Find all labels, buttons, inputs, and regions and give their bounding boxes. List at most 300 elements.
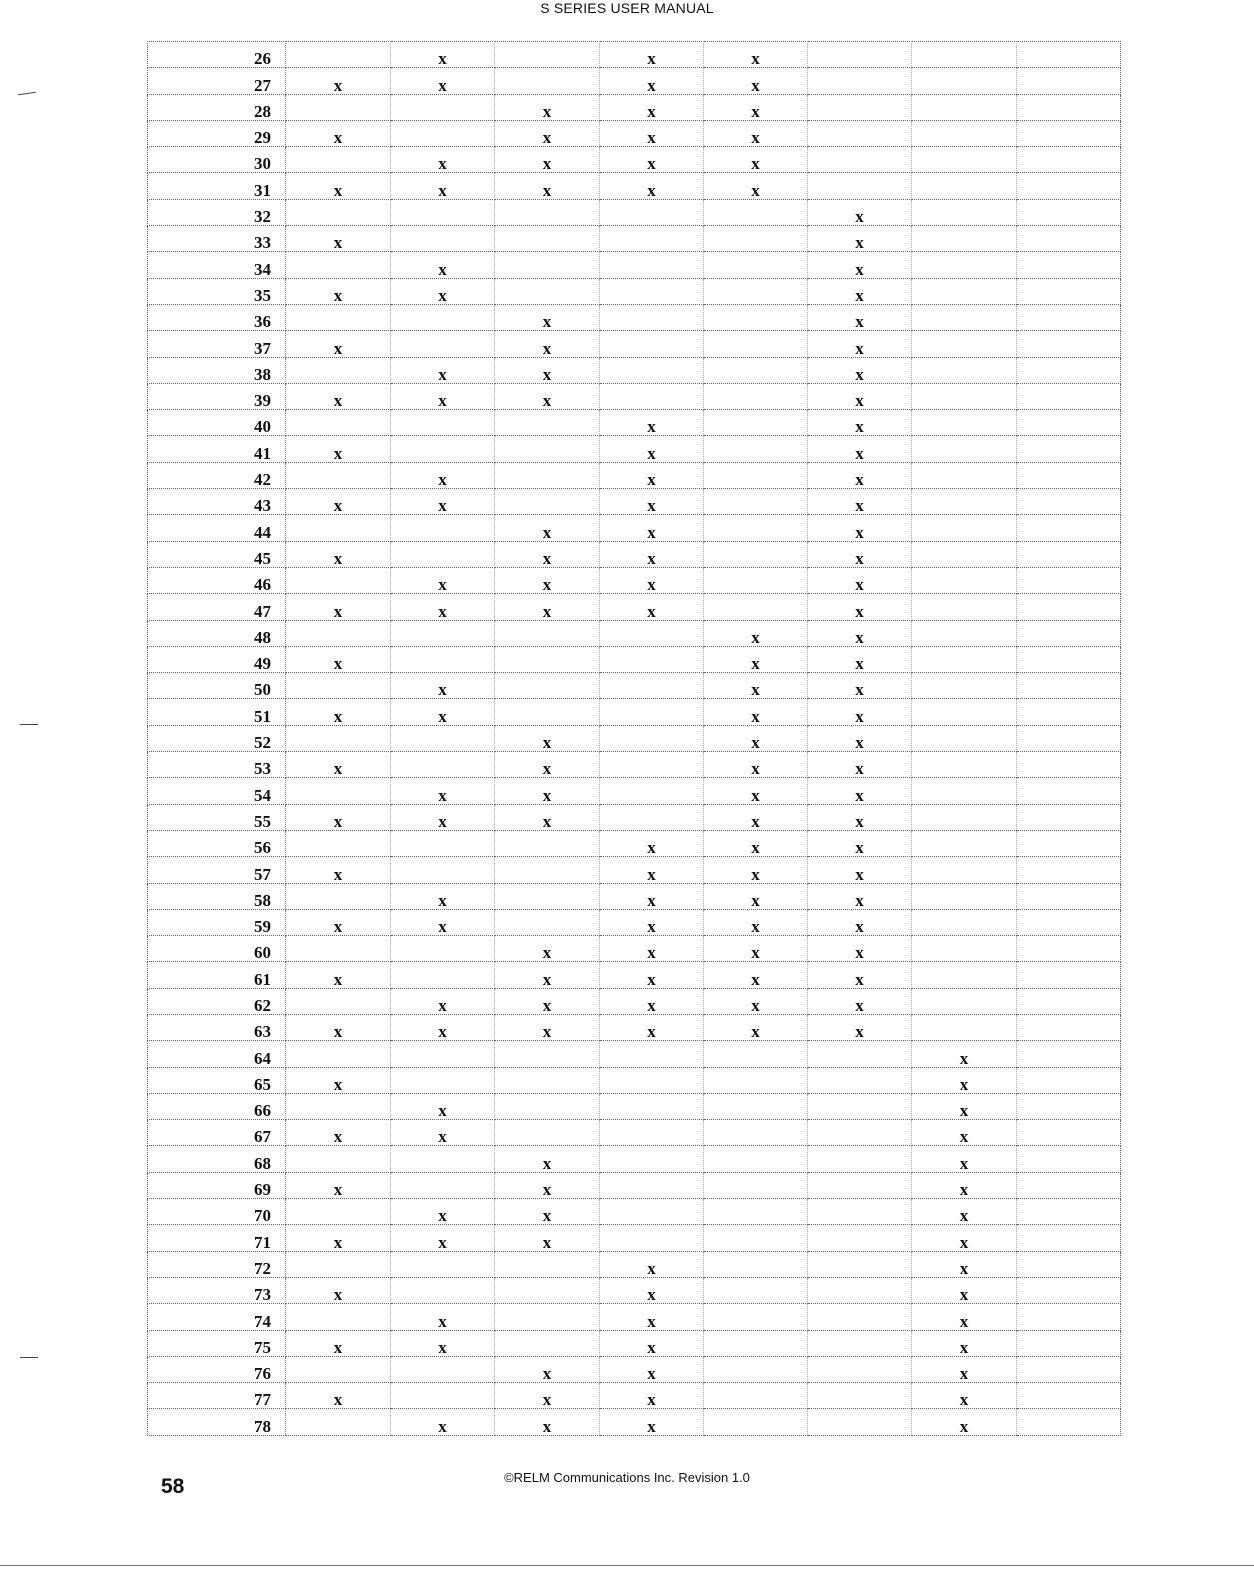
row-number: 55	[148, 804, 286, 830]
mark-cell: x	[495, 1356, 600, 1382]
mark-cell: x	[600, 1409, 704, 1435]
mark-cell	[495, 1251, 600, 1277]
mark-cell: x	[495, 1199, 600, 1225]
mark-cell: x	[912, 1356, 1017, 1382]
row-number: 35	[148, 278, 286, 304]
mark-cell	[1017, 1304, 1121, 1330]
mark-cell: x	[808, 410, 912, 436]
mark-cell: x	[912, 1067, 1017, 1093]
mark-cell	[600, 357, 704, 383]
row-number: 64	[148, 1041, 286, 1067]
mark-cell	[912, 962, 1017, 988]
mark-cell: x	[391, 1225, 495, 1251]
mark-cell: x	[808, 594, 912, 620]
mark-cell: x	[600, 410, 704, 436]
mark-cell	[1017, 462, 1121, 488]
table-row	[148, 173, 1121, 199]
mark-cell: x	[391, 1199, 495, 1225]
mark-cell	[704, 1409, 808, 1435]
mark-cell	[808, 1304, 912, 1330]
mark-cell	[286, 988, 391, 1014]
mark-cell	[704, 1041, 808, 1067]
mark-cell: x	[495, 1409, 600, 1435]
mark-cell: x	[495, 1014, 600, 1040]
mark-cell	[1017, 278, 1121, 304]
row-number: 51	[148, 699, 286, 725]
table-row	[148, 1014, 1121, 1040]
mark-cell	[600, 383, 704, 409]
mark-cell	[1017, 1277, 1121, 1303]
mark-cell: x	[495, 120, 600, 146]
table-row	[148, 988, 1121, 1014]
mark-cell	[600, 1199, 704, 1225]
mark-cell: x	[391, 699, 495, 725]
mark-cell	[704, 1304, 808, 1330]
mark-cell: x	[391, 489, 495, 515]
mark-cell: x	[600, 94, 704, 120]
row-number: 33	[148, 226, 286, 252]
mark-cell	[600, 673, 704, 699]
row-number: 58	[148, 883, 286, 909]
table-row	[148, 1356, 1121, 1382]
mark-cell: x	[495, 804, 600, 830]
mark-cell: x	[600, 541, 704, 567]
mark-cell	[808, 173, 912, 199]
mark-cell	[1017, 1225, 1121, 1251]
mark-cell	[1017, 1120, 1121, 1146]
mark-cell: x	[286, 646, 391, 672]
mark-cell: x	[704, 883, 808, 909]
mark-cell	[1017, 331, 1121, 357]
mark-cell: x	[600, 1356, 704, 1382]
table-row	[148, 147, 1121, 173]
mark-cell	[286, 410, 391, 436]
mark-cell	[391, 1041, 495, 1067]
mark-cell: x	[808, 541, 912, 567]
mark-cell: x	[286, 383, 391, 409]
table-row	[148, 436, 1121, 462]
row-number: 63	[148, 1014, 286, 1040]
table-row	[148, 1383, 1121, 1409]
mark-cell	[912, 42, 1017, 68]
mark-cell	[391, 94, 495, 120]
mark-cell	[495, 699, 600, 725]
table-row	[148, 541, 1121, 567]
mark-cell: x	[391, 1330, 495, 1356]
mark-cell: x	[391, 173, 495, 199]
mark-cell	[912, 567, 1017, 593]
mark-cell	[808, 1172, 912, 1198]
table-row	[148, 278, 1121, 304]
mark-cell: x	[808, 830, 912, 856]
mark-cell	[704, 1093, 808, 1119]
mark-cell	[600, 1120, 704, 1146]
mark-cell	[495, 436, 600, 462]
mark-cell: x	[704, 699, 808, 725]
mark-cell	[391, 1277, 495, 1303]
mark-cell	[912, 278, 1017, 304]
table-row	[148, 646, 1121, 672]
row-number: 34	[148, 252, 286, 278]
mark-cell: x	[808, 226, 912, 252]
mark-cell	[1017, 1330, 1121, 1356]
mark-cell: x	[391, 883, 495, 909]
mark-cell: x	[286, 489, 391, 515]
mark-cell	[808, 147, 912, 173]
table-row	[148, 1277, 1121, 1303]
mark-cell: x	[808, 857, 912, 883]
mark-cell: x	[391, 909, 495, 935]
mark-cell: x	[912, 1199, 1017, 1225]
mark-cell	[286, 936, 391, 962]
mark-cell: x	[704, 778, 808, 804]
mark-cell	[912, 147, 1017, 173]
mark-cell	[391, 304, 495, 330]
table-row	[148, 357, 1121, 383]
row-number: 72	[148, 1251, 286, 1277]
mark-cell	[600, 1146, 704, 1172]
mark-cell: x	[600, 962, 704, 988]
mark-cell	[704, 1251, 808, 1277]
mark-cell: x	[600, 1014, 704, 1040]
mark-cell: x	[808, 962, 912, 988]
mark-cell: x	[391, 988, 495, 1014]
row-number: 49	[148, 646, 286, 672]
mark-cell	[495, 252, 600, 278]
mark-cell	[600, 199, 704, 225]
mark-cell: x	[912, 1409, 1017, 1435]
mark-cell: x	[495, 541, 600, 567]
mark-cell	[391, 1067, 495, 1093]
mark-cell: x	[391, 462, 495, 488]
mark-cell: x	[495, 357, 600, 383]
mark-cell: x	[808, 1014, 912, 1040]
mark-cell	[704, 1225, 808, 1251]
mark-cell	[495, 199, 600, 225]
mark-cell	[912, 462, 1017, 488]
mark-cell: x	[600, 147, 704, 173]
row-number: 39	[148, 383, 286, 409]
mark-cell	[391, 541, 495, 567]
mark-cell	[286, 1409, 391, 1435]
table-row	[148, 1251, 1121, 1277]
row-number: 61	[148, 962, 286, 988]
mark-cell	[704, 331, 808, 357]
mark-cell	[1017, 436, 1121, 462]
mark-cell	[704, 567, 808, 593]
mark-cell	[286, 1304, 391, 1330]
mark-cell: x	[808, 357, 912, 383]
row-number: 40	[148, 410, 286, 436]
mark-cell	[495, 883, 600, 909]
mark-cell	[1017, 1146, 1121, 1172]
mark-cell	[1017, 909, 1121, 935]
mark-cell	[912, 699, 1017, 725]
mark-cell	[391, 962, 495, 988]
mark-cell: x	[495, 304, 600, 330]
table-row	[148, 620, 1121, 646]
mark-cell: x	[600, 1383, 704, 1409]
mark-cell: x	[808, 909, 912, 935]
mark-cell	[912, 778, 1017, 804]
bit-pattern-table	[147, 41, 1121, 1436]
mark-cell	[704, 1120, 808, 1146]
table-row	[148, 1199, 1121, 1225]
mark-cell	[495, 830, 600, 856]
mark-cell: x	[286, 1383, 391, 1409]
mark-cell	[495, 1041, 600, 1067]
mark-cell: x	[912, 1093, 1017, 1119]
mark-cell	[912, 646, 1017, 672]
mark-cell	[912, 883, 1017, 909]
mark-cell	[1017, 515, 1121, 541]
mark-cell	[808, 1251, 912, 1277]
mark-cell: x	[286, 1330, 391, 1356]
table-row	[148, 962, 1121, 988]
mark-cell: x	[391, 594, 495, 620]
mark-cell	[1017, 252, 1121, 278]
mark-cell: x	[286, 1277, 391, 1303]
mark-cell	[495, 410, 600, 436]
mark-cell: x	[704, 752, 808, 778]
mark-cell	[912, 173, 1017, 199]
mark-cell: x	[808, 436, 912, 462]
row-number: 41	[148, 436, 286, 462]
mark-cell	[704, 515, 808, 541]
mark-cell	[912, 68, 1017, 94]
row-number: 29	[148, 120, 286, 146]
mark-cell: x	[391, 68, 495, 94]
table-row	[148, 462, 1121, 488]
mark-cell	[495, 620, 600, 646]
mark-cell	[600, 1172, 704, 1198]
mark-cell: x	[495, 962, 600, 988]
table-body	[148, 42, 1121, 1436]
mark-cell: x	[286, 1172, 391, 1198]
row-number: 76	[148, 1356, 286, 1382]
mark-cell: x	[286, 68, 391, 94]
table-row	[148, 1120, 1121, 1146]
mark-cell: x	[495, 725, 600, 751]
mark-cell	[1017, 68, 1121, 94]
mark-cell	[286, 252, 391, 278]
mark-cell	[912, 804, 1017, 830]
mark-cell	[1017, 199, 1121, 225]
left-margin-mark-middle	[20, 724, 38, 725]
mark-cell	[808, 1146, 912, 1172]
mark-cell: x	[600, 830, 704, 856]
table-row	[148, 1225, 1121, 1251]
row-number: 75	[148, 1330, 286, 1356]
row-number: 42	[148, 462, 286, 488]
mark-cell	[286, 830, 391, 856]
mark-cell	[912, 94, 1017, 120]
mark-cell	[912, 357, 1017, 383]
mark-cell: x	[704, 94, 808, 120]
row-number: 26	[148, 42, 286, 68]
mark-cell: x	[600, 988, 704, 1014]
left-margin-mark-bottom	[20, 1357, 38, 1358]
mark-cell: x	[912, 1225, 1017, 1251]
mark-cell	[391, 725, 495, 751]
mark-cell	[495, 68, 600, 94]
row-number: 74	[148, 1304, 286, 1330]
mark-cell: x	[495, 936, 600, 962]
mark-cell: x	[286, 962, 391, 988]
mark-cell	[1017, 1409, 1121, 1435]
mark-cell	[600, 331, 704, 357]
table-row	[148, 1146, 1121, 1172]
mark-cell	[286, 147, 391, 173]
mark-cell: x	[600, 1277, 704, 1303]
mark-cell	[1017, 646, 1121, 672]
mark-cell: x	[912, 1330, 1017, 1356]
mark-cell: x	[286, 594, 391, 620]
mark-cell	[495, 462, 600, 488]
mark-cell	[391, 120, 495, 146]
row-number: 60	[148, 936, 286, 962]
row-number: 38	[148, 357, 286, 383]
mark-cell	[495, 42, 600, 68]
mark-cell	[912, 725, 1017, 751]
mark-cell: x	[391, 252, 495, 278]
row-number: 36	[148, 304, 286, 330]
mark-cell	[391, 936, 495, 962]
mark-cell: x	[600, 936, 704, 962]
mark-cell	[1017, 699, 1121, 725]
table-row	[148, 304, 1121, 330]
mark-cell: x	[495, 594, 600, 620]
mark-cell: x	[808, 462, 912, 488]
mark-cell	[704, 252, 808, 278]
mark-cell	[1017, 778, 1121, 804]
row-number: 56	[148, 830, 286, 856]
mark-cell	[1017, 357, 1121, 383]
mark-cell: x	[286, 226, 391, 252]
table-row	[148, 331, 1121, 357]
mark-cell	[1017, 410, 1121, 436]
mark-cell: x	[286, 699, 391, 725]
mark-cell	[600, 1093, 704, 1119]
mark-cell: x	[808, 673, 912, 699]
mark-cell	[704, 226, 808, 252]
mark-cell	[704, 1172, 808, 1198]
mark-cell	[912, 936, 1017, 962]
table-row	[148, 1304, 1121, 1330]
mark-cell	[912, 541, 1017, 567]
mark-cell	[495, 278, 600, 304]
mark-cell: x	[286, 1225, 391, 1251]
bottom-rule	[0, 1565, 1254, 1566]
mark-cell: x	[286, 436, 391, 462]
mark-cell: x	[808, 646, 912, 672]
mark-cell: x	[808, 567, 912, 593]
mark-cell	[286, 567, 391, 593]
table-row	[148, 752, 1121, 778]
mark-cell: x	[912, 1041, 1017, 1067]
mark-cell: x	[600, 436, 704, 462]
row-number: 62	[148, 988, 286, 1014]
mark-cell	[1017, 804, 1121, 830]
mark-cell: x	[704, 120, 808, 146]
mark-cell	[600, 304, 704, 330]
mark-cell	[286, 883, 391, 909]
mark-cell: x	[495, 778, 600, 804]
row-number: 30	[148, 147, 286, 173]
mark-cell	[286, 1093, 391, 1119]
row-number: 45	[148, 541, 286, 567]
table-row	[148, 120, 1121, 146]
mark-cell: x	[391, 1409, 495, 1435]
row-number: 77	[148, 1383, 286, 1409]
mark-cell: x	[808, 278, 912, 304]
mark-cell	[912, 515, 1017, 541]
mark-cell	[704, 383, 808, 409]
mark-cell: x	[704, 988, 808, 1014]
mark-cell	[391, 436, 495, 462]
mark-cell	[704, 1330, 808, 1356]
mark-cell	[286, 725, 391, 751]
row-number: 37	[148, 331, 286, 357]
mark-cell	[286, 1041, 391, 1067]
mark-cell	[808, 120, 912, 146]
mark-cell	[391, 410, 495, 436]
mark-cell	[912, 830, 1017, 856]
mark-cell	[391, 830, 495, 856]
mark-cell: x	[495, 1172, 600, 1198]
mark-cell: x	[286, 1120, 391, 1146]
mark-cell	[808, 1225, 912, 1251]
mark-cell	[808, 68, 912, 94]
mark-cell	[704, 1277, 808, 1303]
mark-cell: x	[704, 173, 808, 199]
mark-cell	[1017, 988, 1121, 1014]
mark-cell	[600, 699, 704, 725]
mark-cell: x	[286, 278, 391, 304]
mark-cell	[495, 1304, 600, 1330]
mark-cell: x	[600, 883, 704, 909]
table-row	[148, 725, 1121, 751]
mark-cell: x	[600, 462, 704, 488]
mark-cell: x	[286, 1067, 391, 1093]
mark-cell	[391, 1383, 495, 1409]
mark-cell	[1017, 936, 1121, 962]
row-number: 52	[148, 725, 286, 751]
mark-cell: x	[600, 515, 704, 541]
mark-cell: x	[391, 42, 495, 68]
mark-cell	[286, 1251, 391, 1277]
mark-cell	[600, 278, 704, 304]
mark-cell	[912, 226, 1017, 252]
mark-cell: x	[391, 1014, 495, 1040]
mark-cell	[704, 304, 808, 330]
row-number: 47	[148, 594, 286, 620]
mark-cell: x	[912, 1172, 1017, 1198]
mark-cell: x	[808, 883, 912, 909]
row-number: 43	[148, 489, 286, 515]
mark-cell	[912, 436, 1017, 462]
mark-cell	[912, 594, 1017, 620]
mark-cell	[1017, 594, 1121, 620]
mark-cell	[286, 778, 391, 804]
table-row	[148, 567, 1121, 593]
mark-cell: x	[495, 988, 600, 1014]
mark-cell: x	[808, 699, 912, 725]
mark-cell	[286, 42, 391, 68]
mark-cell	[1017, 857, 1121, 883]
mark-cell	[495, 857, 600, 883]
mark-cell: x	[286, 541, 391, 567]
